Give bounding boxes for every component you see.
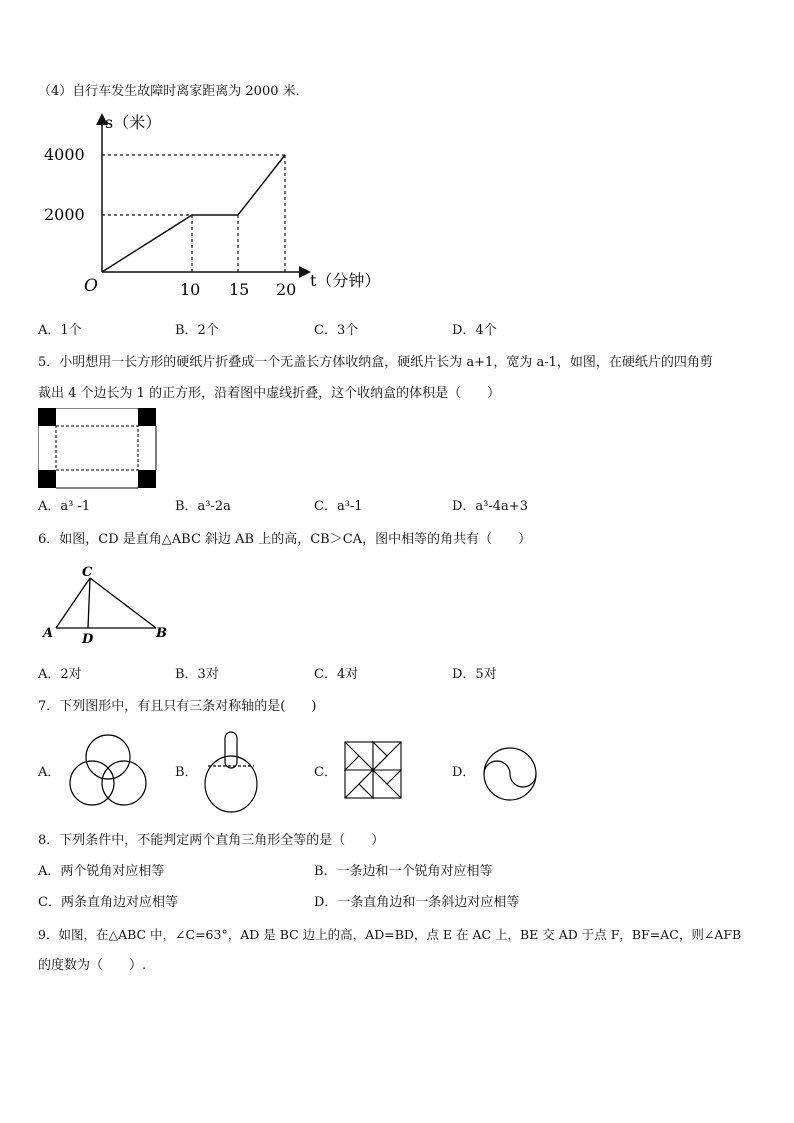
y-tick-2000: 2000 — [44, 205, 85, 224]
q4-option-c: C．3个 — [314, 323, 359, 338]
label-C: C — [82, 565, 93, 580]
cardboard-figure — [38, 408, 160, 492]
q8-option-c: C．两条直角边对应相等 — [38, 895, 178, 910]
q6-option-b: B．3对 — [175, 667, 219, 682]
q6-option-d: D．5对 — [452, 667, 497, 682]
yin-yang-figure — [482, 746, 538, 802]
x-tick-15: 15 — [229, 280, 250, 299]
q4-option-d: D．4个 — [452, 323, 497, 338]
x-tick-20: 20 — [276, 280, 297, 299]
q8-option-d: D．一条直角边和一条斜边对应相等 — [314, 895, 520, 910]
q8-option-a: A．两个锐角对应相等 — [38, 864, 165, 879]
label-A: A — [43, 626, 54, 641]
q7-option-d: D． — [452, 765, 476, 780]
x-axis-label: t（分钟） — [310, 271, 381, 290]
origin-label: O — [84, 276, 98, 296]
trefoil-knot-figure — [68, 733, 148, 811]
q8-option-b: B．一条边和一个锐角对应相等 — [314, 864, 493, 879]
q5-option-c: C．a³-1 — [314, 499, 363, 514]
q8-text: 8．下列条件中，不能判定两个直角三角形全等的是（ ） — [38, 833, 385, 848]
distance-line — [102, 155, 285, 272]
q6-text: 6．如图，CD 是直角△ABC 斜边 AB 上的高，CB＞CA，图中相等的角共有（ ） — [38, 532, 532, 547]
q7-option-a: A． — [38, 765, 61, 780]
q5-text-line2: 裁出 4 个边长为 1 的正方形，沿着图中虚线折叠，这个收纳盒的体积是（ ） — [38, 386, 501, 401]
q5-text-line1: 5．小明想用一长方形的硬纸片折叠成一个无盖长方体收纳盒，硬纸片长为 a+1，宽为 a-1，如图，在硬纸片的四角剪 — [38, 355, 713, 370]
pinwheel-figure — [343, 740, 405, 802]
q9-text-line1: 9．如图，在△ABC 中，∠C=63°，AD 是 BC 边上的高，AD=BD，点 E 在 AC 上，BE 交 AD 于点 F，BF=AC，则∠AFB — [38, 927, 742, 942]
item-4-statement: （4）自行车发生故障时离家距离为 2000 米． — [38, 84, 309, 99]
q5-option-b: B．a³-2a — [175, 499, 231, 514]
q7-text: 7．下列图形中，有且只有三条对称轴的是( ) — [38, 699, 317, 714]
q7-option-c: C． — [314, 765, 337, 780]
q7-option-b: B． — [175, 765, 198, 780]
q9-text-line2: 的度数为（ ）. — [38, 958, 147, 973]
q5-option-d: D．a³-4a+3 — [452, 499, 528, 514]
y-axis-label: s（米） — [105, 113, 162, 132]
x-tick-10: 10 — [180, 280, 201, 299]
q6-option-a: A．2对 — [38, 667, 82, 682]
y-tick-4000: 4000 — [44, 145, 85, 164]
label-B: B — [156, 626, 167, 641]
distance-time-graph — [40, 108, 390, 303]
label-D: D — [82, 632, 94, 647]
q4-option-b: B．2个 — [175, 323, 219, 338]
q4-option-a: A．1个 — [38, 323, 82, 338]
q6-option-c: C．4对 — [314, 667, 359, 682]
q5-option-a: A．a³ -1 — [38, 499, 91, 514]
paddle-figure — [200, 730, 262, 814]
triangle-figure — [38, 562, 178, 648]
